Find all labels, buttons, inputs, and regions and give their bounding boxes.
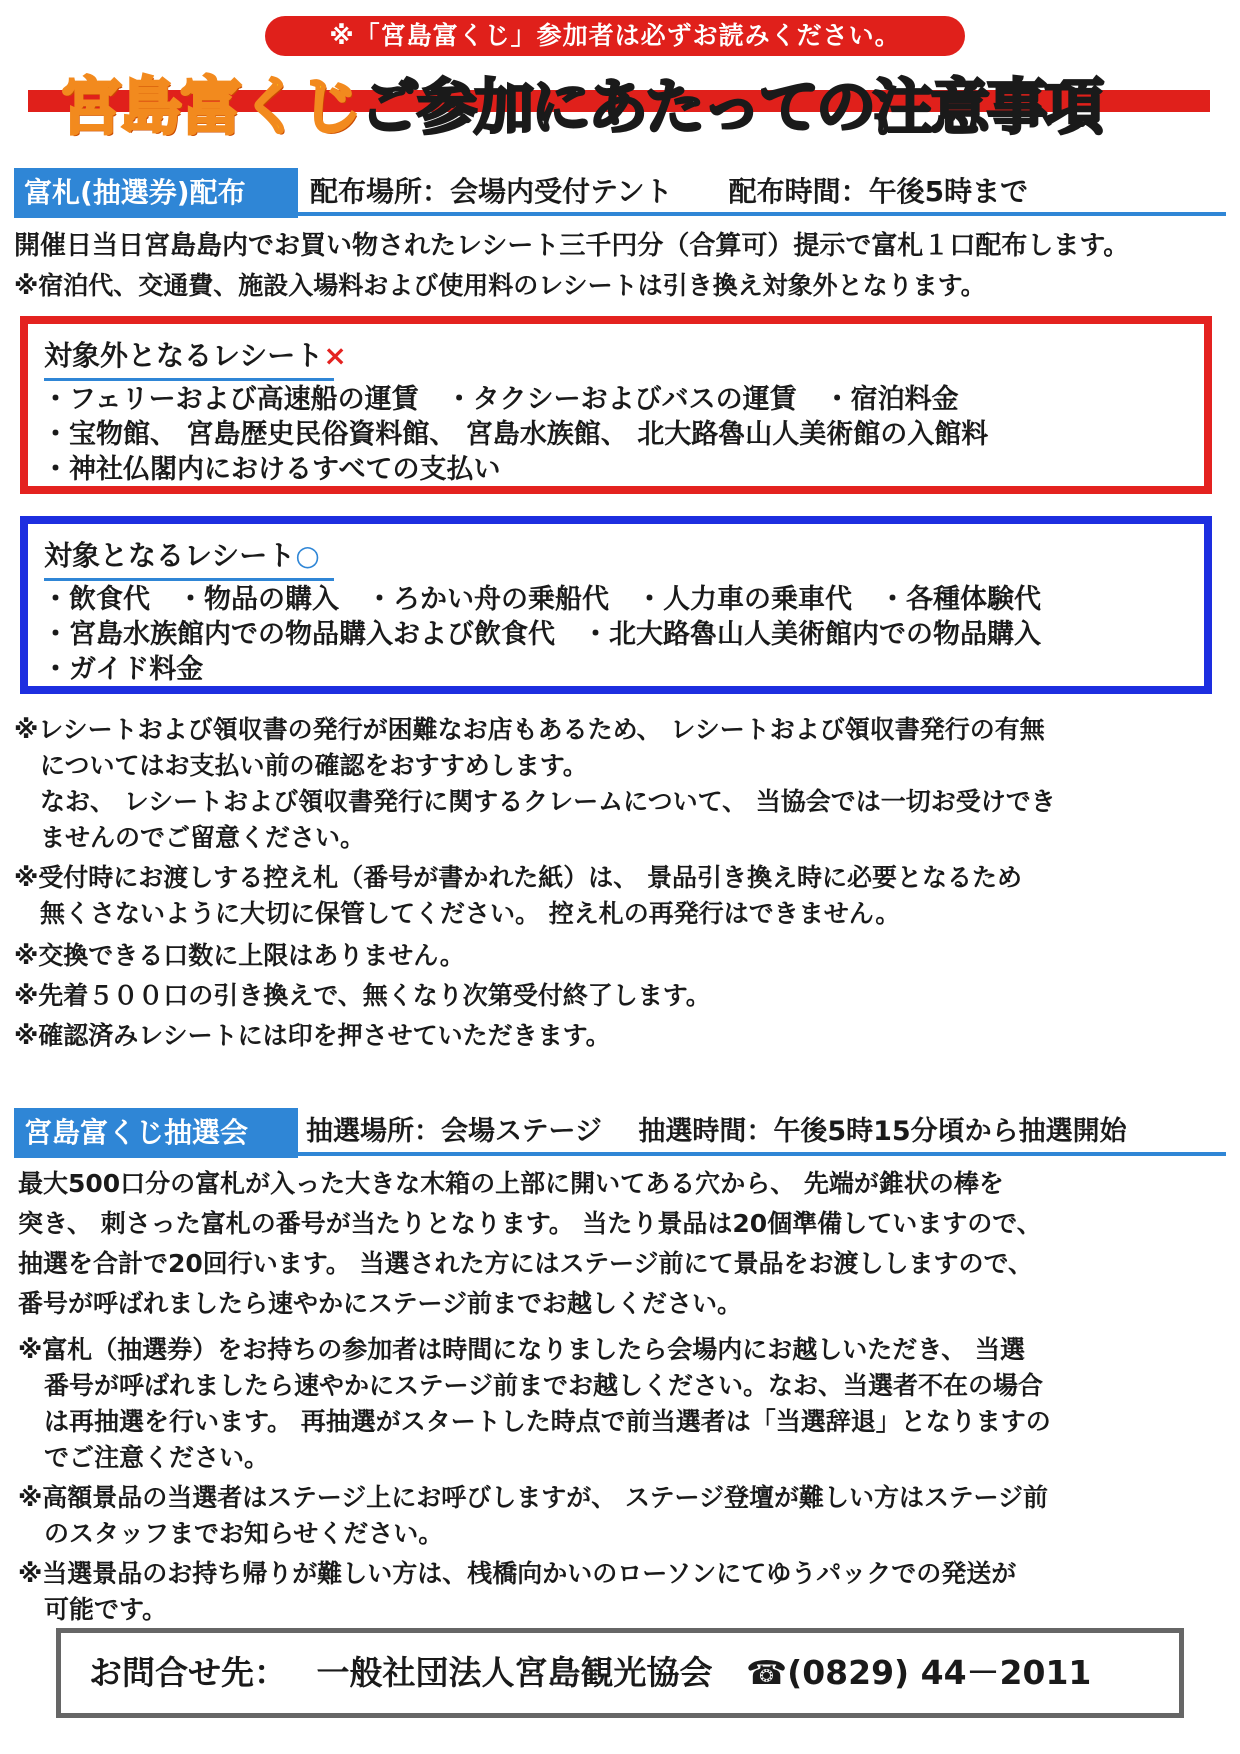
contact-org: 一般社団法人宮島観光協会	[316, 1653, 713, 1692]
section1-tag: 富札(抽選券)配布	[14, 168, 298, 218]
list-item: ・宝物館、 宮島歴史民俗資料館、 宮島水族館、 北大路魯山人美術館の入館料	[42, 419, 989, 450]
section1-line-1: 開催日当日宮島島内でお買い物されたレシート三千円分（合算可）提示で富札１口配布します。	[14, 231, 1130, 261]
title-lottery-name: 宮島富くじ	[60, 70, 361, 143]
excluded-box-title: 対象外となるレシート×	[44, 339, 347, 372]
section1-underline	[14, 212, 1226, 216]
title-notice-text: ご参加にあたっての注意事項	[360, 73, 1102, 143]
contact-label: お問合せ先：	[89, 1653, 287, 1692]
section2-line-1: 最大500口分の富札が入った大きな木箱の上部に開いてある穴から、 先端が錐状の棒を	[18, 1169, 1004, 1198]
section2-info: 抽選場所：会場ステージ 抽選時間：午後5時15分頃から抽選開始	[306, 1116, 1127, 1147]
section1-info: 配布場所：会場内受付テント 配布時間：午後5時まで	[310, 175, 1029, 208]
included-box-title: 対象となるレシート○	[44, 539, 320, 572]
section1-note-2: ※受付時にお渡しする控え札（番号が書かれた紙）は、 景品引き換え時に必要となるため 無くさないように大切に保管してください。 控え札の再発行はできません。	[14, 863, 1023, 928]
section2-line-4: 番号が呼ばれましたら速やかにステージ前までお越しください。	[18, 1289, 743, 1318]
list-item: ・ガイド料金	[42, 654, 204, 685]
section1-note-1: ※レシートおよび領収書の発行が困難なお店もあるため、 レシートおよび領収書発行の有無 についてはお支払い前の確認をおすすめします。 なお、 レシートおよび領収書発行に関するクレームについて、 当協会では一切お受けでき ませんのでご留意ください。	[14, 715, 1056, 852]
page-title	[60, 64, 1210, 150]
section2-note-3: ※当選景品のお持ち帰りが難しい方は、桟橋向かいのローソンにてゆうパックでの発送が 可能です。	[18, 1559, 1017, 1624]
contact-phone: (0829) 44－2011	[787, 1653, 1092, 1692]
included-receipts-box	[20, 516, 1212, 694]
section1-note-4: ※先着５００口の引き換えで、無くなり次第受付終了します。	[14, 981, 711, 1010]
excluded-title-underline	[44, 378, 334, 381]
section2-note-2: ※高額景品の当選者はステージ上にお呼びしますが、 ステージ登壇が難しい方はステージ前 のスタッフまでお知らせください。	[18, 1483, 1049, 1548]
contact-box	[56, 1628, 1184, 1718]
notice-banner: ※「宮島富くじ」参加者は必ずお読みください。	[265, 16, 965, 56]
circle-icon: ○	[295, 539, 320, 572]
list-item: ・フェリーおよび高速船の運賃 ・タクシーおよびバスの運賃 ・宿泊料金	[42, 384, 959, 415]
section2-note-1: ※富札（抽選券）をお持ちの参加者は時間になりましたら会場内にお越しいただき、 当選 番号が呼ばれましたら速やかにステージ前までお越しください。なお、当選者不在の場合 は再抽選を行います。 再抽選がスタートした時点で前当選者は「当選辞退」となりますの でご注意ください。	[18, 1335, 1051, 1472]
included-title-underline	[44, 578, 334, 581]
section2-line-3: 抽選を合計で20回行います。 当選された方にはステージ前にて景品をお渡ししますので、	[18, 1249, 1033, 1278]
excluded-receipts-box	[20, 316, 1212, 494]
section2-tag: 宮島富くじ抽選会	[14, 1108, 298, 1158]
section2-underline	[14, 1152, 1226, 1156]
section2-line-2: 突き、 刺さった富札の番号が当たりとなります。 当たり景品は20個準備していますので、	[18, 1209, 1042, 1238]
section1-line-2: ※宿泊代、交通費、施設入場料および使用料のレシートは引き換え対象外となります。	[14, 271, 986, 300]
list-item: ・宮島水族館内での物品購入および飲食代 ・北大路魯山人美術館内での物品購入	[42, 619, 1041, 650]
cross-icon: ×	[323, 339, 347, 372]
section1-note-3: ※交換できる口数に上限はありません。	[14, 941, 465, 970]
phone-icon: ☎	[746, 1653, 788, 1692]
list-item: ・飲食代 ・物品の購入 ・ろかい舟の乗船代 ・人力車の乗車代 ・各種体験代	[42, 584, 1041, 615]
section1-note-5: ※確認済みレシートには印を押させていただきます。	[14, 1021, 611, 1050]
list-item: ・神社仏閣内におけるすべての支払い	[42, 454, 501, 485]
